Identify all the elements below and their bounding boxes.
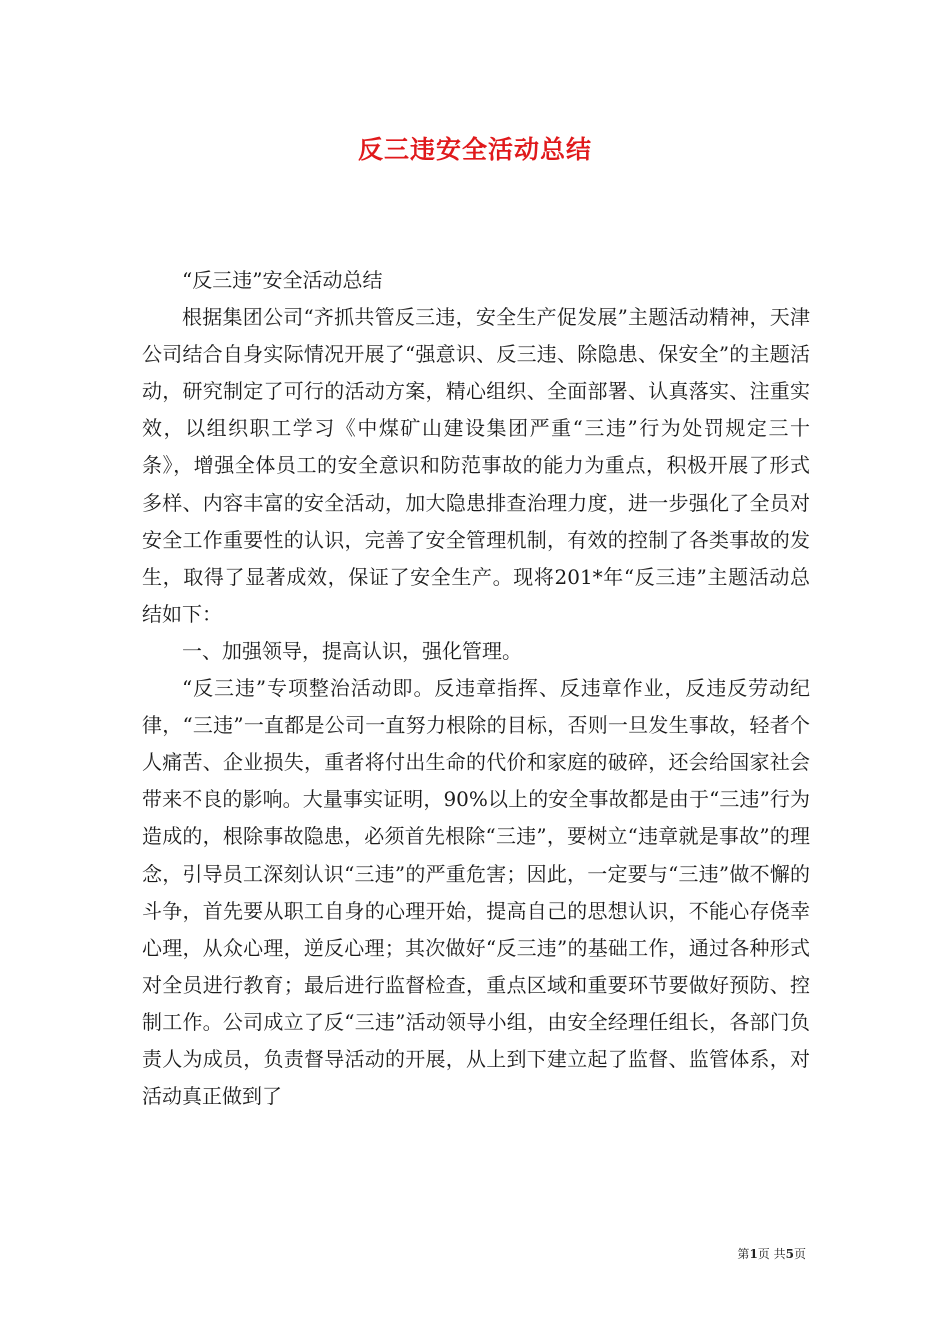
page-footer [737,1246,806,1262]
footer-middle: 页 共 [757,1247,786,1261]
footer-total-pages: 5 [785,1247,794,1261]
paragraph-intro: 根据集团公司“齐抓共管反三违，安全生产促发展”主题活动精神，天津公司结合自身实际情况开展了“强意识、反三违、除隐患、保安全”的主题活动，研究制定了可行的活动方案，精心组织、全面部署、认真落实、注重实效，以组织职工学习《中煤矿山建设集团严重“三违”行为处罚规定三十条》，增强全体员工的安全意识和防范事故的能力为重点，积极开展了形式多样、内容丰富的安全活动，加大隐患排查治理力度，进一步强化了全员对安全工作重要性的认识，完善了安全管理机制，有效的控制了各类事故的发生，取得了显著成效，保证了安全生产。现将201*年“反三违”主题活动总结如下： [142,305,810,626]
paragraph-section-body: “反三违”专项整治活动即。反违章指挥、反违章作业，反违反劳动纪律，“三违”一直都是公司一直努力根除的目标，否则一旦发生事故，轻者个人痛苦、企业损失，重者将付出生命的代价和家庭的破碎，还会给国家社会带来不良的影响。大量事实证明，90%以上的安全事故都是由于“三违”行为造成的，根除事故隐患，必须首先根除“三违”，要树立“违章就是事故”的理念，引导员工深刻认识“三违”的严重危害；因此，一定要与“三违”做不懈的斗争，首先要从职工自身的心理开始，提高自己的思想认识，不能心存侥幸心理，从众心理，逆反心理；其次做好“反三违”的基础工作，通过各种形式对全员进行教育；最后进行监督检查，重点区域和重要环节要做好预防、控制工作。公司成立了反“三违”活动领导小组，由安全经理任组长，各部门负责人为成员，负责督导活动的开展，从上到下建立起了监督、监管体系，对活动真正做到了 [142,676,810,1109]
footer-current-page: 1 [749,1247,758,1261]
paragraph-section-heading: 一、加强领导，提高认识，强化管理。 [182,638,522,663]
footer-prefix: 第 [737,1247,750,1261]
document-body [142,262,810,1115]
paragraph-subtitle: “反三违”安全活动总结 [182,268,383,292]
page-title: 反三违安全活动总结 [357,135,592,164]
footer-suffix: 页 [793,1247,806,1261]
